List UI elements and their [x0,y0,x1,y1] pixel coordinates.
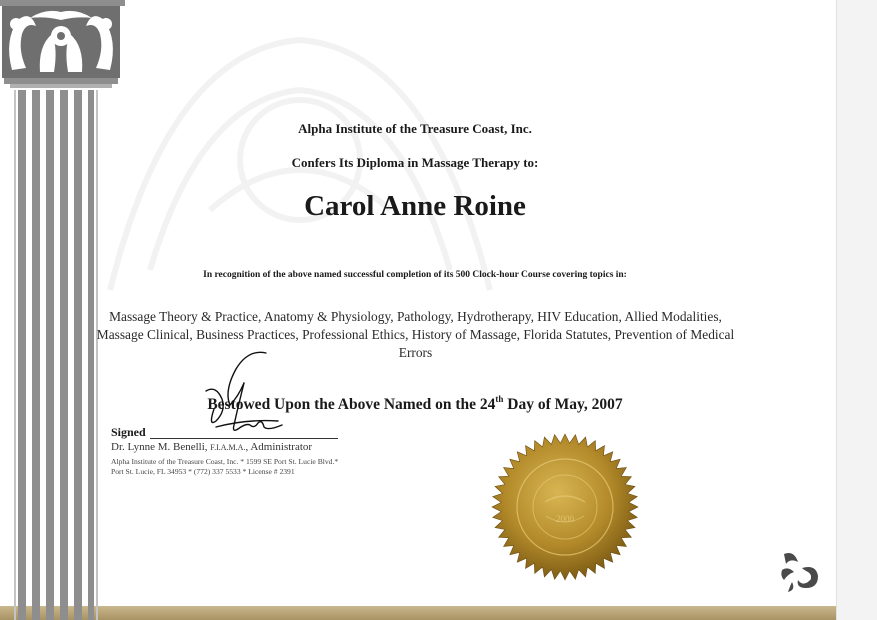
course-topics: Massage Theory & Practice, Anatomy & Physiology, Pathology, Hydrotherapy, HIV Education, Allied Modalities, Massage Clinical, Business Practices, Professional Ethics, History of Massage, Florida Statutes, Prevention of Medical Errors [96,309,735,360]
handwritten-signature [186,345,296,445]
recipient-name: Carol Anne Roine [304,190,526,222]
address-line-2: Port St. Lucie, FL 34953 * (772) 337 5533 * License # 2391 [111,467,295,476]
address-line-1: Alpha Institute of the Treasure Coast, Inc. * 1599 SE Port St. Lucie Blvd.* [111,457,339,466]
signature-line [150,438,338,439]
bestowed-prefix: Bestowed Upon the Above Named on the 24 [207,396,496,413]
corner-flourish-icon [776,548,824,594]
page-edge [836,0,877,620]
signer-role: , Administrator [245,441,313,453]
day-ordinal-suffix: th [495,394,504,404]
conferral-line: Confers Its Diploma in Massage Therapy to: [291,155,539,170]
institute-name: Alpha Institute of the Treasure Coast, Inc. [298,121,532,136]
gold-seal [490,432,640,582]
seal-year: 2000 [556,514,574,524]
signer-line [111,441,312,453]
bestowed-date: Day of May, 2007 [503,396,623,413]
signer-credentials: F.I.A.M.A. [210,443,246,452]
signed-label: Signed [111,425,146,439]
recognition-statement: In recognition of the above named successful completion of its 500 Clock-hour Course covering topics in: [203,270,627,280]
signer-name: Dr. Lynne M. Benelli, [111,441,211,453]
